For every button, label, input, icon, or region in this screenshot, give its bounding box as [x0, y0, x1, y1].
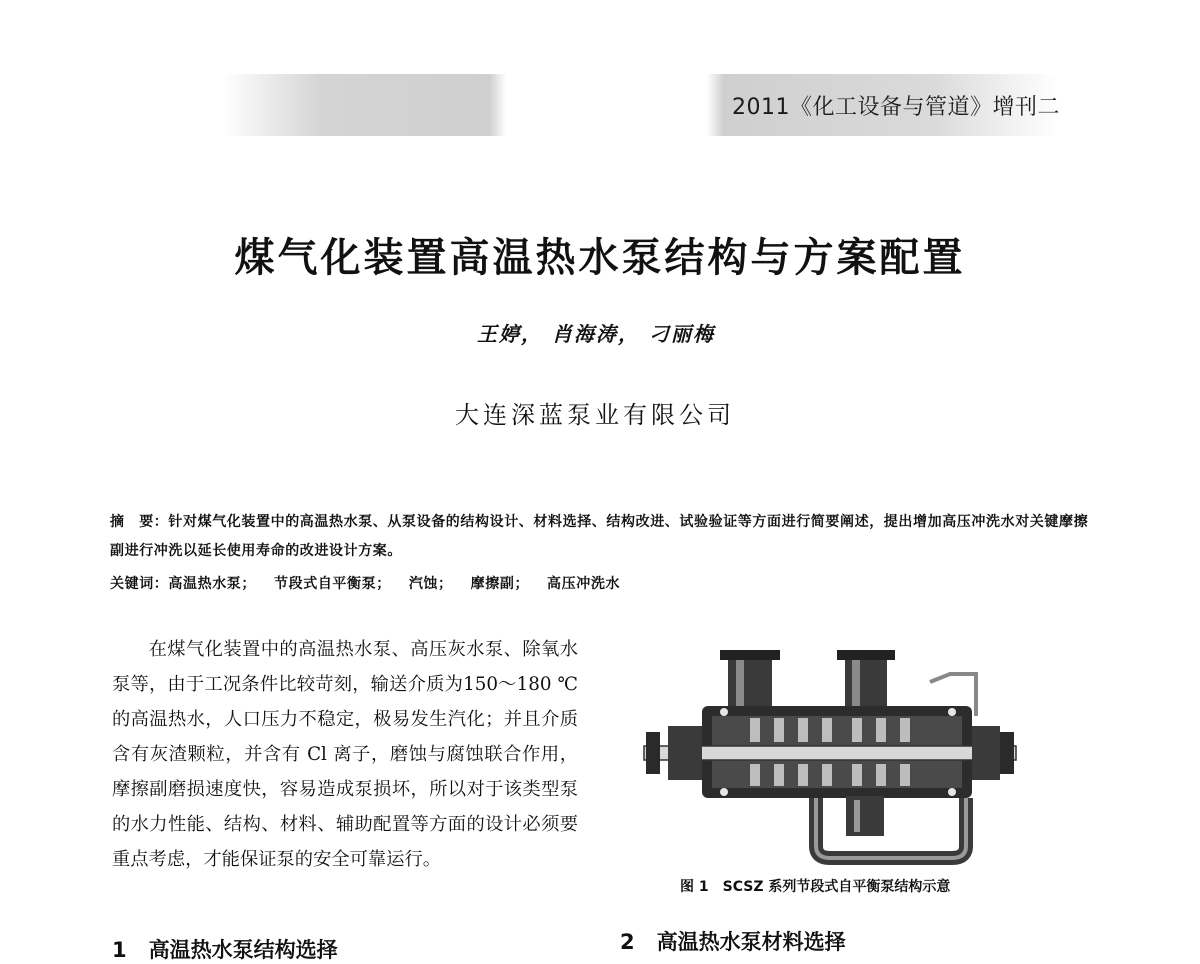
figure-number: 图 1 [680, 879, 709, 895]
keywords [110, 572, 1095, 596]
keyword: 高压冲洗水 [547, 576, 621, 592]
affiliation: 大连深蓝泵业有限公司 [455, 401, 735, 429]
figure-caption [680, 876, 1040, 896]
intro-paragraph: 在煤气化装置中的高温热水泵、高压灰水泵、除氧水泵等，由于工况条件比较苛刻，输送介质为150～180 ℃的高温热水，人口压力不稳定，极易发生汽化；并且介质含有灰渣颗粒，并含有 Cl 离子，磨蚀与腐蚀联合作用，摩擦副磨损速度快，容易造成泵损坏，所以对于该类型泵的水力性能、结构、材料、辅助配置等方面的设计必须要重点考虑，才能保证泵的安全可靠运行。 [112, 639, 578, 870]
section-heading-1 [112, 934, 338, 964]
keyword: 节段式自平衡泵； [274, 576, 391, 592]
section-number: 2 [620, 930, 635, 954]
section-title: 高温热水泵结构选择 [148, 938, 338, 962]
figure-caption-text: SCSZ 系列节段式自平衡泵结构示意 [722, 879, 951, 895]
abstract-label: 摘 要： [110, 514, 169, 530]
pump-cross-section-drawing [640, 646, 1020, 866]
keyword: 汽蚀； [408, 576, 453, 592]
section-number: 1 [112, 938, 127, 962]
authors: 王婷， 肖海涛， 刁丽梅 [477, 322, 715, 346]
abstract-text: 针对煤气化装置中的高温热水泵、从泵设备的结构设计、材料选择、结构改进、试验验证等方面进行简要阐述，提出增加高压冲洗水对关键摩擦副进行冲洗以延长使用寿命的改进设计方案。 [110, 514, 1089, 559]
keyword: 摩擦副； [470, 576, 530, 592]
keywords-label: 关键词： [110, 576, 169, 592]
abstract [110, 508, 1095, 566]
keyword: 高温热水泵； [168, 576, 257, 592]
journal-header: 2011《化工设备与管道》增刊二 [732, 95, 1060, 120]
page-title: 煤气化装置高温热水泵结构与方案配置 [234, 235, 966, 281]
section-title: 高温热水泵材料选择 [656, 930, 846, 954]
